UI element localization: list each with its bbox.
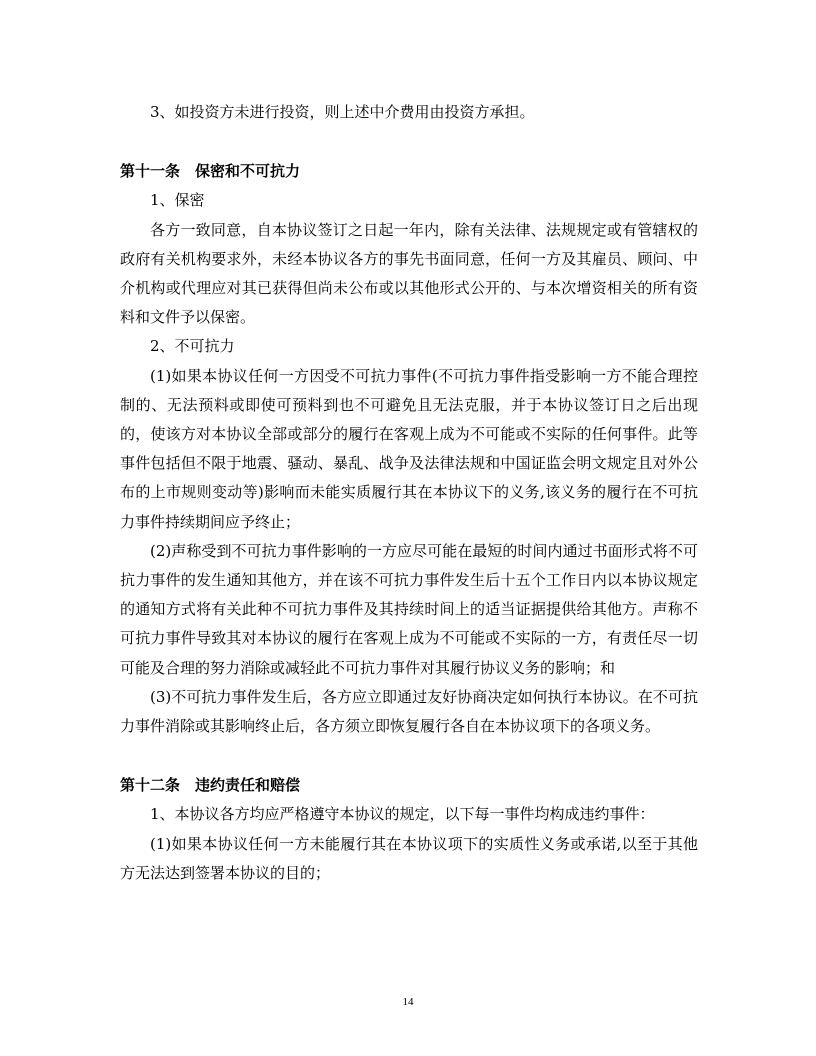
section-11-sub2-title: 2、不可抗力 <box>150 337 235 356</box>
section-11-sub1-text: 各方一致同意，自本协议签订之日起一年内，除有关法律、法规规定或有管辖权的政府有关机构要求外，未经本协议各方的事先书面同意，任何一方及其雇员、顾问、中介机构或代理应对其已获得但尚未公布或以其他形式公开的、与本次增资相关的所有资料和文件予以保密。 <box>120 220 698 327</box>
section-12-item1: (1)如果本协议任何一方未能履行其在本协议项下的实质性义务或承诺,以至于其他方无法达到签署本协议的目的； <box>120 834 698 882</box>
section-11-item3: (3)不可抗力事件发生后，各方应立即通过友好协商决定如何执行本协议。在不可抗力事件消除或其影响终止后，各方须立即恢复履行各自在本协议项下的各项义务。 <box>120 687 698 736</box>
section-11-sub1-title: 1、保密 <box>150 191 205 210</box>
section-12-intro: 1、本协议各方均应严格遵守本协议的规定，以下每一事件均构成违约事件： <box>150 805 655 824</box>
document-body <box>120 98 698 888</box>
paragraph-investment-cost: 3、如投资方未进行投资，则上述中介费用由投资方承担。 <box>150 103 535 121</box>
section-11-heading: 第十一条 保密和不可抗力 <box>120 162 301 181</box>
section-11-item2: (2)声称受到不可抗力事件影响的一方应尽可能在最短的时间内通过书面形式将不可抗力事件的发生通知其他方，并在该不可抗力事件发生后十五个工作日内以本协议规定的通知方式将有关此种不可抗力事件及其持续时间上的适当证据提供给其他方。声称不可抗力事件导致其对本协议的履行在客观上成为不可能或不实际的一方，有责任尽一切可能及合理的努力消除或减轻此不可抗力事件对其履行协议义务的影响；和 <box>120 541 698 677</box>
section-11-item1: (1)如果本协议任何一方因受不可抗力事件(不可抗力事件指受影响一方不能合理控制的、无法预料或即使可预料到也不可避免且无法克服，并于本协议签订日之后出现的，使该方对本协议全部或部分的履行在客观上成为不可能或不实际的任何事件。此等事件包括但不限于地震、骚动、暴乱、战争及法律法规和中国证监会明文规定且对外公布的上市规则变动等)影响而未能实质履行其在本协议下的义务,该义务的履行在不可抗力事件持续期间应予终止； <box>120 366 698 531</box>
page-number: 14 <box>402 996 414 1008</box>
section-12-heading: 第十二条 违约责任和赔偿 <box>120 776 301 795</box>
